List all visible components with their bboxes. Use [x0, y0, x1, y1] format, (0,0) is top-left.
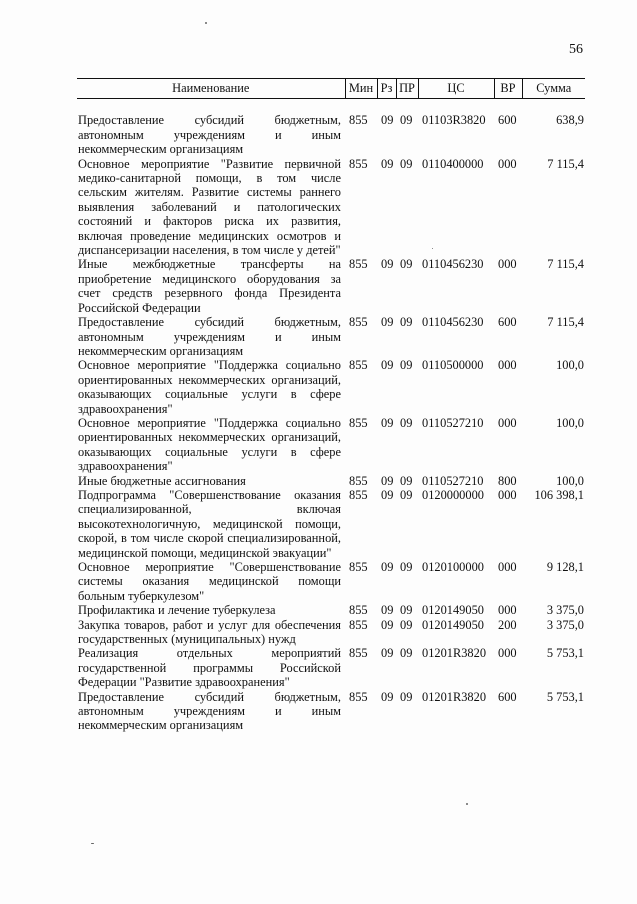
cell-rz: 09: [381, 358, 394, 373]
cell-rz: 09: [381, 415, 394, 430]
cell-sum: 7 115,4: [547, 156, 584, 171]
table-row: [77, 690, 585, 733]
table-row: [77, 474, 585, 488]
cell-vr: 200: [498, 617, 517, 632]
table-row: [77, 618, 585, 647]
cell-name: Иные бюджетные ассигнования: [78, 473, 246, 488]
cell-cs: 0120000000: [422, 487, 484, 502]
cell-cs: 0110456230: [422, 257, 484, 272]
cell-vr: 000: [498, 415, 517, 430]
cell-name: Основное мероприятие "Поддержка социально ориентированных некоммерческих организаций, оказывающих социальные услуги в сфере здравоохранения": [78, 358, 341, 416]
page-number: 56: [569, 42, 583, 57]
cell-vr: 800: [498, 473, 517, 488]
budget-table: [77, 78, 585, 733]
scan-speck: [466, 803, 468, 805]
scan-speck: [432, 248, 433, 249]
cell-pr: 09: [400, 358, 413, 373]
table-header: [77, 79, 585, 99]
cell-rz: 09: [381, 617, 394, 632]
cell-vr: 000: [498, 560, 517, 574]
cell-name: Профилактика и лечение туберкулеза: [78, 603, 276, 618]
cell-name: Подпрограмма "Совершенствование оказания специализированной, включая высокотехнологичную, медицинской помощи, скорой, в том числе скорой специализированной, медицинской помощи, медицинской эвакуации": [78, 487, 341, 560]
cell-min: 855: [349, 358, 368, 373]
cell-min: 855: [349, 646, 368, 661]
cell-cs: 0120149050: [422, 617, 484, 632]
header-pr: ПР: [396, 79, 418, 99]
cell-min: 855: [349, 689, 368, 704]
cell-pr: 09: [400, 415, 413, 430]
cell-cs: 01201R3820: [422, 646, 487, 661]
cell-rz: 09: [381, 560, 394, 574]
cell-sum: 5 753,1: [546, 646, 584, 661]
cell-pr: 09: [400, 603, 413, 618]
cell-name: Основное мероприятие "Совершенствование системы оказания медицинской помощи больным туберкулезом": [78, 560, 341, 603]
cell-pr: 09: [400, 487, 413, 502]
cell-sum: 106 398,1: [534, 487, 584, 502]
cell-cs: 0110400000: [422, 156, 484, 171]
cell-rz: 09: [381, 156, 394, 171]
cell-pr: 09: [400, 646, 413, 661]
cell-rz: 09: [381, 689, 394, 704]
header-sum: Сумма: [522, 79, 585, 99]
cell-pr: 09: [400, 257, 413, 272]
cell-min: 855: [349, 487, 368, 502]
cell-vr: 600: [498, 113, 517, 128]
cell-name: Закупка товаров, работ и услуг для обеспечения государственных (муниципальных) нужд: [78, 617, 341, 647]
table-row: [77, 560, 585, 603]
cell-cs: 0110500000: [422, 358, 484, 373]
cell-vr: 000: [498, 603, 517, 618]
table-row: [77, 99, 585, 157]
table-row: [77, 646, 585, 689]
cell-min: 855: [349, 473, 368, 488]
cell-vr: 000: [498, 487, 517, 502]
cell-vr: 000: [498, 358, 517, 373]
table-row: [77, 358, 585, 416]
cell-sum: 9 128,1: [546, 560, 584, 574]
cell-min: 855: [349, 603, 368, 618]
cell-pr: 09: [400, 689, 413, 704]
cell-cs: 0120100000: [422, 560, 484, 574]
cell-cs: 0110456230: [422, 315, 484, 330]
cell-name: Основное мероприятие "Поддержка социально ориентированных некоммерческих организаций, оказывающих социальные услуги в сфере здравоохранения": [78, 415, 341, 474]
table-row: [77, 603, 585, 617]
cell-sum: 3 375,0: [546, 617, 584, 632]
cell-min: 855: [349, 156, 368, 171]
cell-name: Основное мероприятие "Развитие первичной медико-санитарной помощи, в том числе сельским жителям. Развитие системы раннего выявления заболеваний и патологических состояний и факторов риска их развития, включая проведение медицинских осмотров и диспансеризации населения, в том числе у детей": [78, 156, 341, 258]
cell-rz: 09: [381, 603, 394, 618]
table-row: [77, 416, 585, 474]
cell-cs: 0110527210: [422, 473, 484, 488]
cell-rz: 09: [381, 315, 394, 330]
cell-min: 855: [349, 315, 368, 330]
table-row: [77, 315, 585, 358]
cell-min: 855: [349, 257, 368, 272]
cell-pr: 09: [400, 315, 413, 330]
table-body: [77, 99, 585, 733]
cell-vr: 000: [498, 257, 517, 272]
cell-vr: 600: [498, 315, 517, 330]
header-vr: ВР: [494, 79, 522, 99]
cell-name: Предоставление субсидий бюджетным, автономным учреждениям и иным некоммерческим организациям: [78, 689, 341, 733]
table-row: [77, 488, 585, 560]
cell-rz: 09: [381, 257, 394, 272]
cell-sum: 7 115,4: [547, 257, 584, 272]
cell-rz: 09: [381, 113, 394, 128]
cell-min: 855: [349, 113, 368, 128]
cell-pr: 09: [400, 113, 413, 128]
header-min: Мин: [345, 79, 377, 99]
cell-sum: 100,0: [556, 358, 584, 373]
scan-speck: [91, 843, 94, 844]
cell-vr: 000: [498, 646, 517, 661]
cell-pr: 09: [400, 473, 413, 488]
header-cs: ЦС: [418, 79, 494, 99]
cell-cs: 0120149050: [422, 603, 484, 618]
cell-sum: 7 115,4: [547, 315, 584, 330]
scan-speck: [205, 22, 207, 24]
cell-rz: 09: [381, 487, 394, 502]
cell-name: Предоставление субсидий бюджетным, автономным учреждениям и иным некоммерческим организациям: [78, 113, 341, 157]
cell-name: Иные межбюджетные трансферты на приобретение медицинского оборудования за счет средств резервного фонда Президента Российской Федерации: [78, 257, 341, 315]
cell-pr: 09: [400, 156, 413, 171]
table-row: [77, 257, 585, 315]
header-name: Наименование: [77, 79, 345, 99]
cell-sum: 100,0: [556, 473, 584, 488]
header-rz: Рз: [377, 79, 396, 99]
table-row: [77, 157, 585, 258]
cell-sum: 5 753,1: [546, 689, 584, 704]
cell-vr: 600: [498, 689, 517, 704]
cell-sum: 638,9: [556, 113, 584, 128]
cell-pr: 09: [400, 617, 413, 632]
cell-name: Реализация отдельных мероприятий государственной программы Российской Федерации "Развитие здравоохранения": [78, 646, 341, 690]
cell-sum: 100,0: [556, 415, 584, 430]
cell-min: 855: [349, 415, 368, 430]
cell-rz: 09: [381, 473, 394, 488]
cell-pr: 09: [400, 560, 413, 574]
cell-sum: 3 375,0: [546, 603, 584, 618]
cell-min: 855: [349, 617, 368, 632]
cell-cs: 01201R3820: [422, 689, 487, 704]
cell-vr: 000: [498, 156, 517, 171]
cell-cs: 0110527210: [422, 415, 484, 430]
cell-min: 855: [349, 560, 368, 574]
cell-name: Предоставление субсидий бюджетным, автономным учреждениям и иным некоммерческим организациям: [78, 315, 341, 358]
cell-cs: 01103R3820: [422, 113, 486, 128]
cell-rz: 09: [381, 646, 394, 661]
